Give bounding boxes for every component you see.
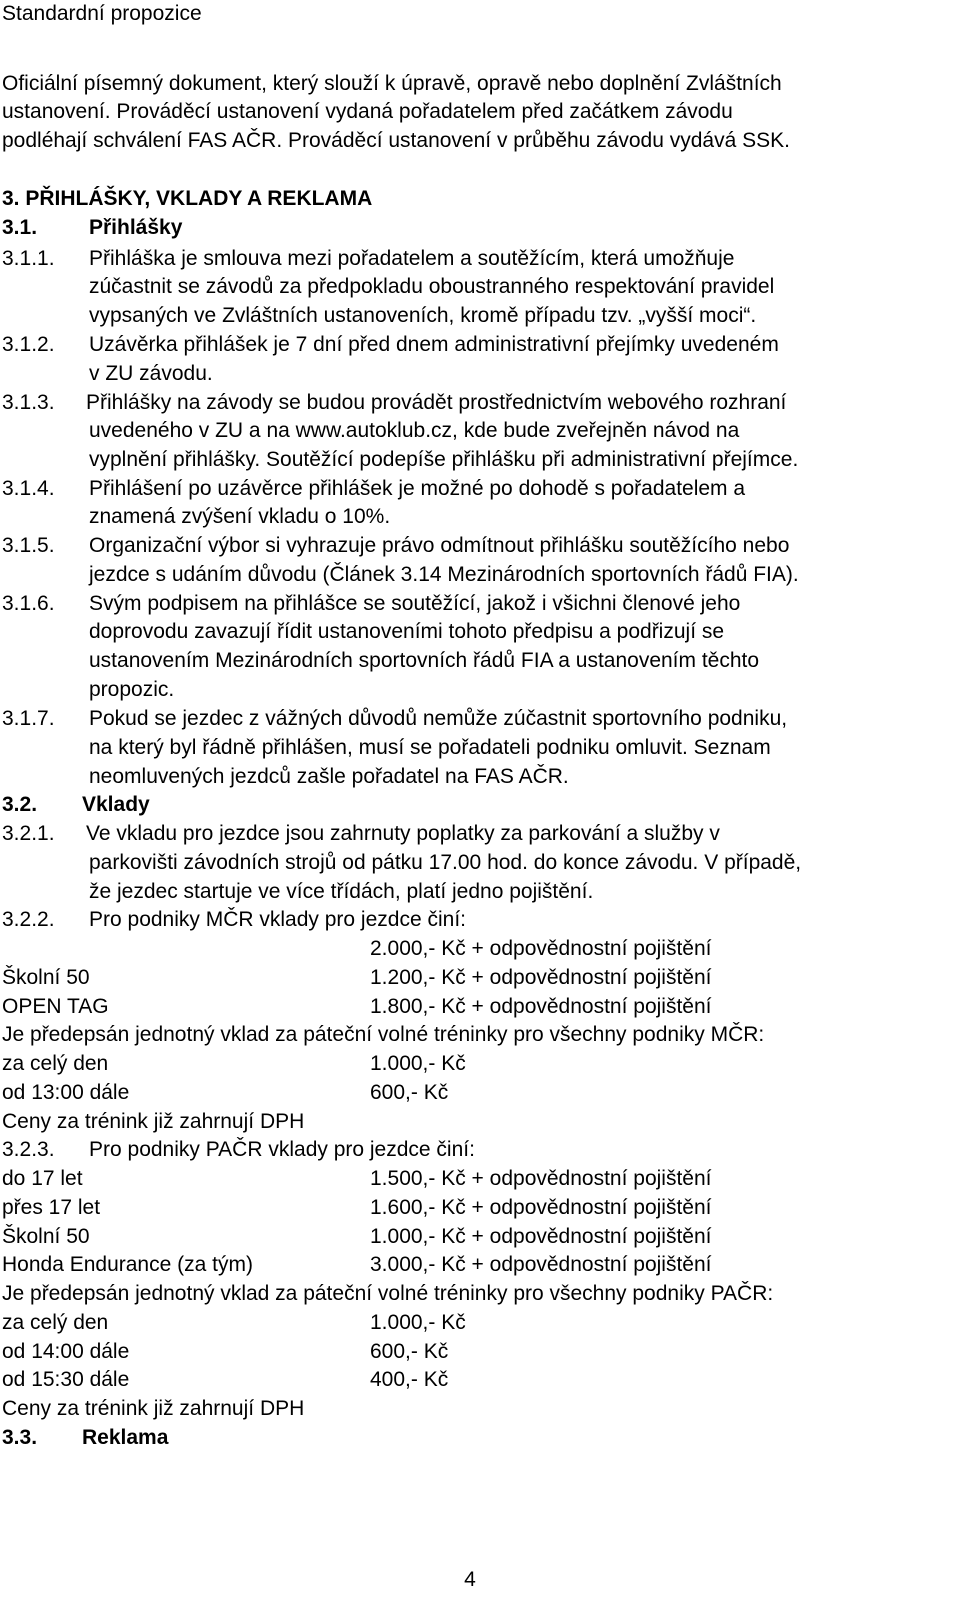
section-3-1-number: 3.1. bbox=[2, 216, 38, 239]
clause-3-1-4-line: Přihlášení po uzávěrce přihlášek je možné po dohodě s pořadatelem a bbox=[89, 477, 746, 500]
pacr-training-label: za celý den bbox=[2, 1311, 109, 1334]
clause-3-2-2-number: 3.2.2. bbox=[2, 908, 55, 931]
pacr-fee-label: Školní 50 bbox=[2, 1225, 90, 1248]
pacr-fee-value: 3.000,- Kč + odpovědnostní pojištění bbox=[370, 1253, 712, 1276]
mcr-vat-note: Ceny za trénink již zahrnují DPH bbox=[2, 1110, 305, 1133]
clause-3-1-7-line: Pokud se jezdec z vážných důvodů nemůže zúčastnit sportovního podniku, bbox=[89, 707, 788, 730]
clause-3-2-1-line: Ve vkladu pro jezdce jsou zahrnuty poplatky za parkování a služby v bbox=[86, 822, 720, 845]
pacr-training-note: Je předepsán jednotný vklad za páteční volné tréninky pro všechny podniky PAČR: bbox=[2, 1282, 774, 1305]
pacr-fee-label: do 17 let bbox=[2, 1167, 83, 1190]
clause-3-1-3-line: Přihlášky na závody se budou provádět prostřednictvím webového rozhraní bbox=[86, 391, 787, 414]
mcr-fee-value: 1.800,- Kč + odpovědnostní pojištění bbox=[370, 995, 712, 1018]
pacr-training-label: od 14:00 dále bbox=[2, 1340, 130, 1363]
pacr-training-value: 400,- Kč bbox=[370, 1368, 449, 1391]
clause-3-2-3-number: 3.2.3. bbox=[2, 1138, 55, 1161]
pacr-vat-note: Ceny za trénink již zahrnují DPH bbox=[2, 1397, 305, 1420]
clause-3-1-2-line: Uzávěrka přihlášek je 7 dní před dnem administrativní přejímky uvedeném bbox=[89, 333, 779, 356]
clause-3-1-3-line: vyplnění přihlášky. Soutěžící podepíše přihlášku při administrativní přejímce. bbox=[89, 448, 799, 471]
section-3-3-number: 3.3. bbox=[2, 1426, 38, 1449]
clause-3-1-6-line: ustanovením Mezinárodních sportovních řádů FIA a ustanovením těchto bbox=[89, 649, 760, 672]
clause-3-1-1-line: vypsaných ve Zvláštních ustanoveních, kromě případu tzv. „vyšší moci“. bbox=[89, 304, 757, 327]
pacr-fee-value: 1.600,- Kč + odpovědnostní pojištění bbox=[370, 1196, 712, 1219]
clause-3-2-1-line: že jezdec startuje ve více třídách, platí jedno pojištění. bbox=[89, 880, 594, 903]
section-3-3-title: Reklama bbox=[82, 1426, 169, 1449]
pacr-training-value: 600,- Kč bbox=[370, 1340, 449, 1363]
mcr-training-note: Je předepsán jednotný vklad za páteční volné tréninky pro všechny podniky MČR: bbox=[2, 1023, 765, 1046]
clause-3-1-6-number: 3.1.6. bbox=[2, 592, 55, 615]
clause-3-1-1-number: 3.1.1. bbox=[2, 247, 55, 270]
pacr-training-label: od 15:30 dále bbox=[2, 1368, 130, 1391]
page-number: 4 bbox=[464, 1568, 476, 1591]
clause-3-1-7-line: na který byl řádně přihlášen, musí se pořadateli podniku omluvit. Seznam bbox=[89, 736, 771, 759]
clause-3-1-5-line: jezdce s udáním důvodu (Článek 3.14 Mezinárodních sportovních řádů FIA). bbox=[89, 563, 799, 586]
clause-3-2-2-text: Pro podniky MČR vklady pro jezdce činí: bbox=[89, 908, 466, 931]
clause-3-1-1-line: Přihláška je smlouva mezi pořadatelem a soutěžícím, která umožňuje bbox=[89, 247, 735, 270]
clause-3-2-3-text: Pro podniky PAČR vklady pro jezdce činí: bbox=[89, 1138, 475, 1161]
section-3-title: 3. PŘIHLÁŠKY, VKLADY A REKLAMA bbox=[2, 187, 373, 210]
pacr-fee-value: 1.500,- Kč + odpovědnostní pojištění bbox=[370, 1167, 712, 1190]
intro-line-1: Oficiální písemný dokument, který slouží k úpravě, opravě nebo doplnění Zvláštních bbox=[2, 72, 782, 95]
clause-3-1-7-line: neomluvených jezdců zašle pořadatel na FAS AČR. bbox=[89, 765, 569, 788]
pacr-training-value: 1.000,- Kč bbox=[370, 1311, 466, 1334]
clause-3-1-7-number: 3.1.7. bbox=[2, 707, 55, 730]
section-3-1-title: Přihlášky bbox=[89, 216, 183, 239]
document-heading: Standardní propozice bbox=[2, 2, 202, 25]
mcr-training-label: od 13:00 dále bbox=[2, 1081, 130, 1104]
clause-3-2-1-line: parkovišti závodních strojů od pátku 17.00 hod. do konce závodu. V případě, bbox=[89, 851, 802, 874]
clause-3-1-5-line: Organizační výbor si vyhrazuje právo odmítnout přihlášku soutěžícího nebo bbox=[89, 534, 790, 557]
pacr-fee-label: Honda Endurance (za tým) bbox=[2, 1253, 253, 1276]
pacr-fee-label: přes 17 let bbox=[2, 1196, 101, 1219]
mcr-training-value: 600,- Kč bbox=[370, 1081, 449, 1104]
mcr-fee-value: 2.000,- Kč + odpovědnostní pojištění bbox=[370, 937, 712, 960]
section-3-2-number: 3.2. bbox=[2, 793, 38, 816]
mcr-fee-label: Školní 50 bbox=[2, 966, 90, 989]
clause-3-1-4-line: znamená zvýšení vkladu o 10%. bbox=[89, 505, 391, 528]
clause-3-1-1-line: zúčastnit se závodů za předpokladu oboustranného respektování pravidel bbox=[89, 275, 775, 298]
section-3-2-title: Vklady bbox=[82, 793, 150, 816]
clause-3-1-5-number: 3.1.5. bbox=[2, 534, 55, 557]
clause-3-1-2-number: 3.1.2. bbox=[2, 333, 55, 356]
pacr-fee-value: 1.000,- Kč + odpovědnostní pojištění bbox=[370, 1225, 712, 1248]
clause-3-1-6-line: propozic. bbox=[89, 678, 175, 701]
clause-3-1-4-number: 3.1.4. bbox=[2, 477, 55, 500]
mcr-training-value: 1.000,- Kč bbox=[370, 1052, 466, 1075]
clause-3-1-3-line: uvedeného v ZU a na www.autoklub.cz, kde bude zveřejněn návod na bbox=[89, 419, 740, 442]
clause-3-2-1-number: 3.2.1. bbox=[2, 822, 55, 845]
mcr-fee-value: 1.200,- Kč + odpovědnostní pojištění bbox=[370, 966, 712, 989]
mcr-fee-label: OPEN TAG bbox=[2, 995, 109, 1018]
clause-3-1-6-line: Svým podpisem na přihlášce se soutěžící, jakož i všichni členové jeho bbox=[89, 592, 741, 615]
clause-3-1-6-line: doprovodu zavazují řídit ustanoveními tohoto předpisu a podřizují se bbox=[89, 620, 725, 643]
mcr-training-label: za celý den bbox=[2, 1052, 109, 1075]
clause-3-1-3-number: 3.1.3. bbox=[2, 391, 55, 414]
intro-line-2: ustanovení. Prováděcí ustanovení vydaná pořadatelem před začátkem závodu bbox=[2, 100, 733, 123]
intro-line-3: podléhají schválení FAS AČR. Prováděcí ustanovení v průběhu závodu vydává SSK. bbox=[2, 129, 790, 152]
clause-3-1-2-line: v ZU závodu. bbox=[89, 362, 213, 385]
